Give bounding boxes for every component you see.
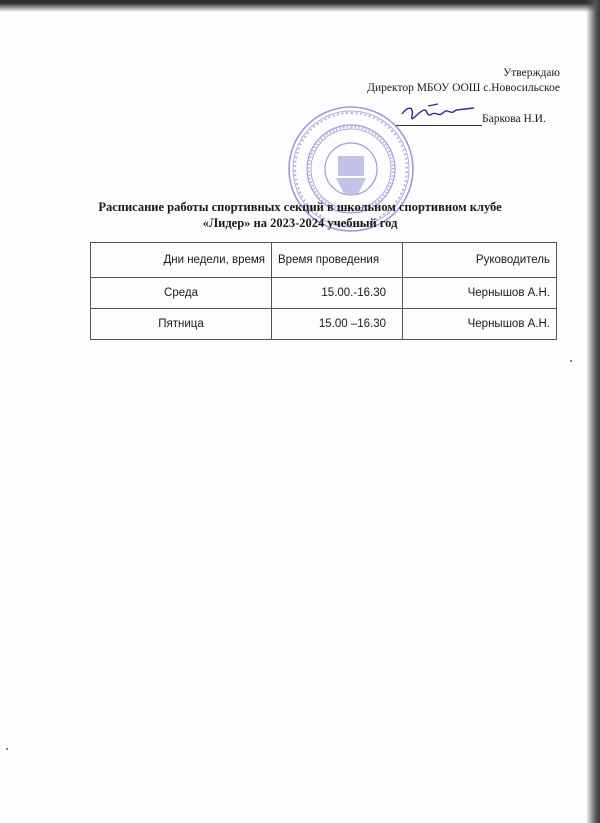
- approval-block: [367, 66, 560, 96]
- cell-time: 15.00 –16.30: [272, 309, 403, 340]
- cell-day: Среда: [91, 278, 272, 309]
- table-row: [91, 278, 557, 309]
- schedule-table: [90, 242, 557, 340]
- cell-leader: Чернышов А.Н.: [403, 309, 557, 340]
- approval-heading: Утверждаю: [503, 67, 560, 79]
- document-title: [0, 199, 600, 231]
- scan-speck: [570, 360, 572, 362]
- title-line-1: Расписание работы спортивных секций в школьном спортивном клубе: [98, 200, 502, 214]
- header-days: Дни недели, время: [91, 243, 272, 278]
- signature-image: [398, 100, 478, 126]
- scan-speck: [6, 748, 8, 750]
- signer-name: Баркова Н.И.: [482, 113, 546, 125]
- signature-line: [396, 125, 482, 126]
- cell-time: 15.00.-16.30: [272, 278, 403, 309]
- header-time: Время проведения: [272, 243, 403, 278]
- header-leader: Руководитель: [403, 243, 557, 278]
- table-header-row: [91, 243, 557, 278]
- cell-leader: Чернышов А.Н.: [403, 278, 557, 309]
- scan-edge-top: [0, 0, 600, 12]
- title-line-2: «Лидер» на 2023-2024 учебный год: [202, 216, 398, 230]
- scan-edge-right: [586, 0, 600, 823]
- table-row: [91, 309, 557, 340]
- cell-day: Пятница: [91, 309, 272, 340]
- approval-position: Директор МБОУ ООШ с.Новосильское: [367, 82, 560, 94]
